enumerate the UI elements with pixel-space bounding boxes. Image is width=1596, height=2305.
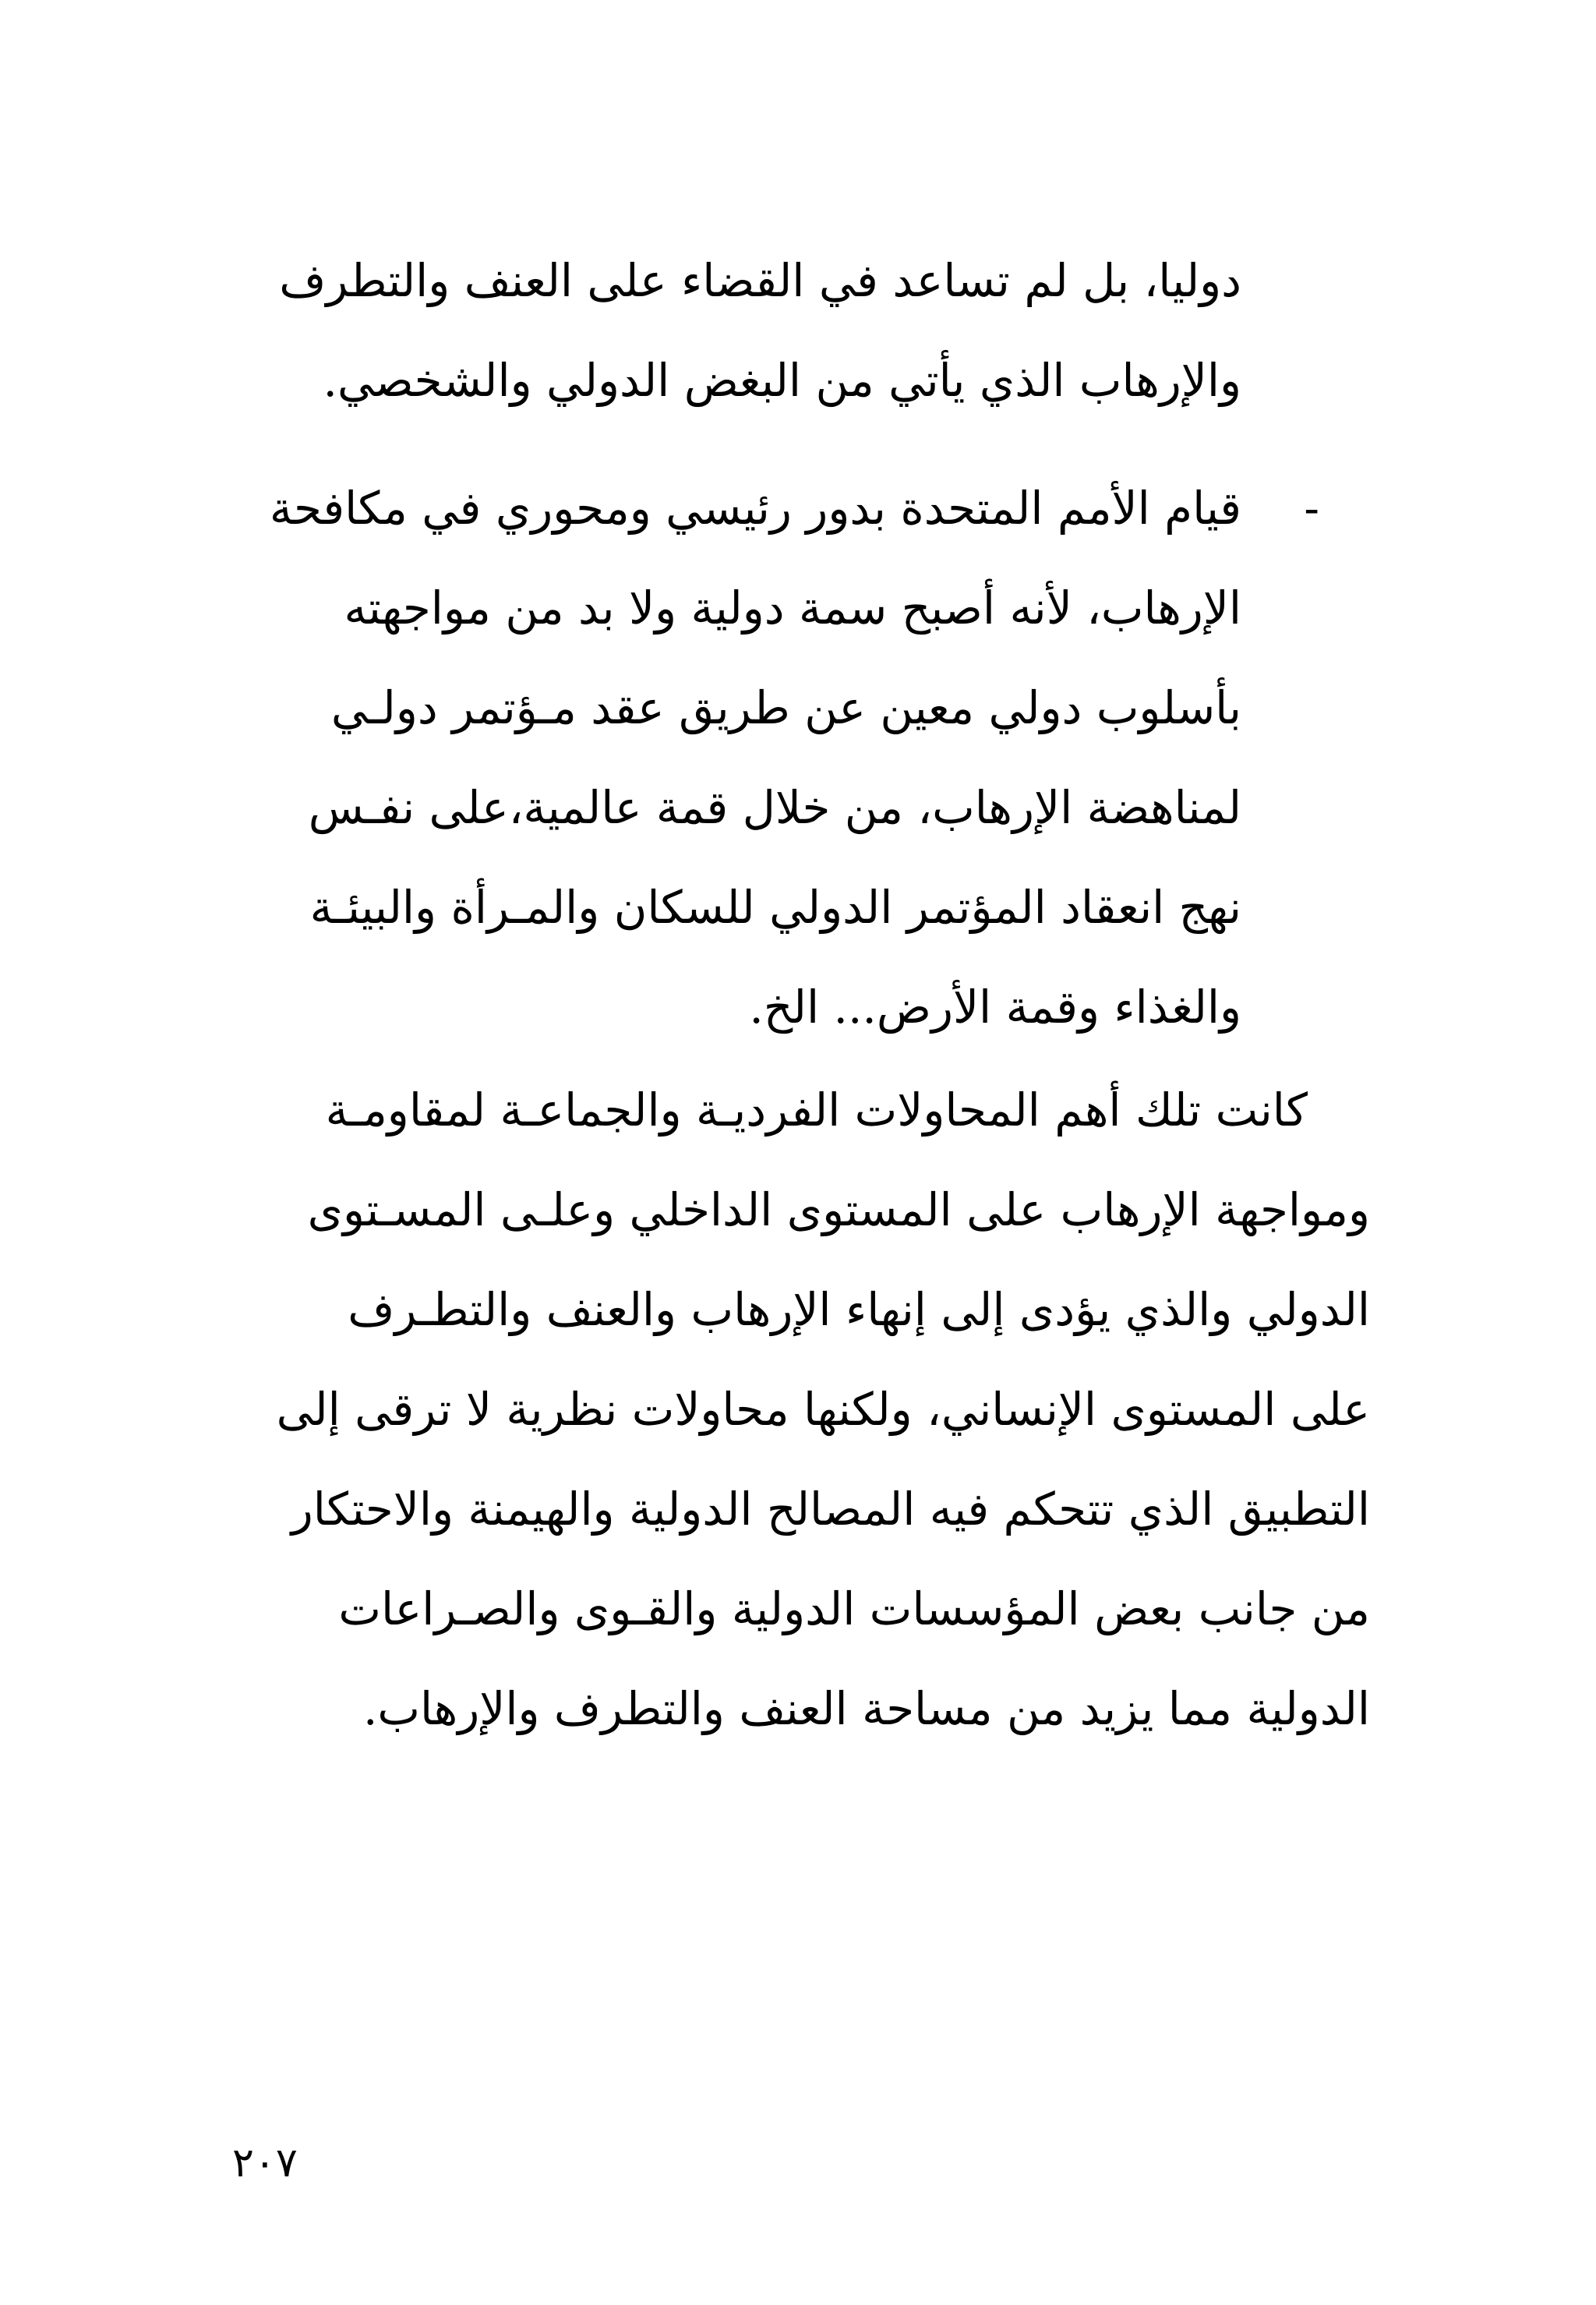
page-number: ٢٠٧	[232, 2140, 298, 2187]
bullet-marker: -	[1304, 482, 1319, 535]
bullet-line: الإرهاب، لأنه أصبح سمة دولية ولا بد من مواجهته	[344, 582, 1241, 635]
bullet-line: لمناهضة الإرهاب، من خلال قمة عالمية،على نفـس	[308, 781, 1241, 834]
paragraph-line: دوليا، بل لم تساعد في القضاء على العنف والتطرف	[279, 254, 1241, 307]
bullet-line: قيام الأمم المتحدة بدور رئيسي ومحوري في مكافحة	[269, 482, 1241, 535]
bullet-line: نهج انعقاد المؤتمر الدولي للسكان والمـرأة والبيئـة	[309, 881, 1241, 934]
paragraph-line: الدولية مما يزيد من مساحة العنف والتطرف والإرهاب.	[362, 1682, 1370, 1735]
paragraph-line: على المستوى الإنساني، ولكنها محاولات نظرية لا ترقى إلى	[276, 1383, 1370, 1436]
bullet-line: بأسلوب دولي معين عن طريق عقد مـؤتمر دولـي	[330, 681, 1241, 734]
paragraph-line: التطبيق الذي تتحكم فيه المصالح الدولية والهيمنة والاحتكار	[291, 1483, 1370, 1536]
paragraph-line: من جانب بعض المؤسسات الدولية والقـوى والصـراعات	[338, 1582, 1370, 1635]
paragraph-line: كانت تلك أهم المحاولات الفرديـة والجماعـة لمقاومـة	[325, 1084, 1308, 1137]
paragraph-line: ومواجهة الإرهاب على المستوى الداخلي وعلـى المسـتوى	[307, 1183, 1370, 1236]
paragraph-line: الدولي والذي يؤدى إلى إنهاء الإرهاب والعنف والتطـرف	[348, 1283, 1370, 1336]
bullet-line: والغذاء وقمة الأرض... الخ.	[749, 981, 1241, 1034]
paragraph-line: والإرهاب الذي يأتي من البغض الدولي والشخصي.	[323, 354, 1241, 407]
